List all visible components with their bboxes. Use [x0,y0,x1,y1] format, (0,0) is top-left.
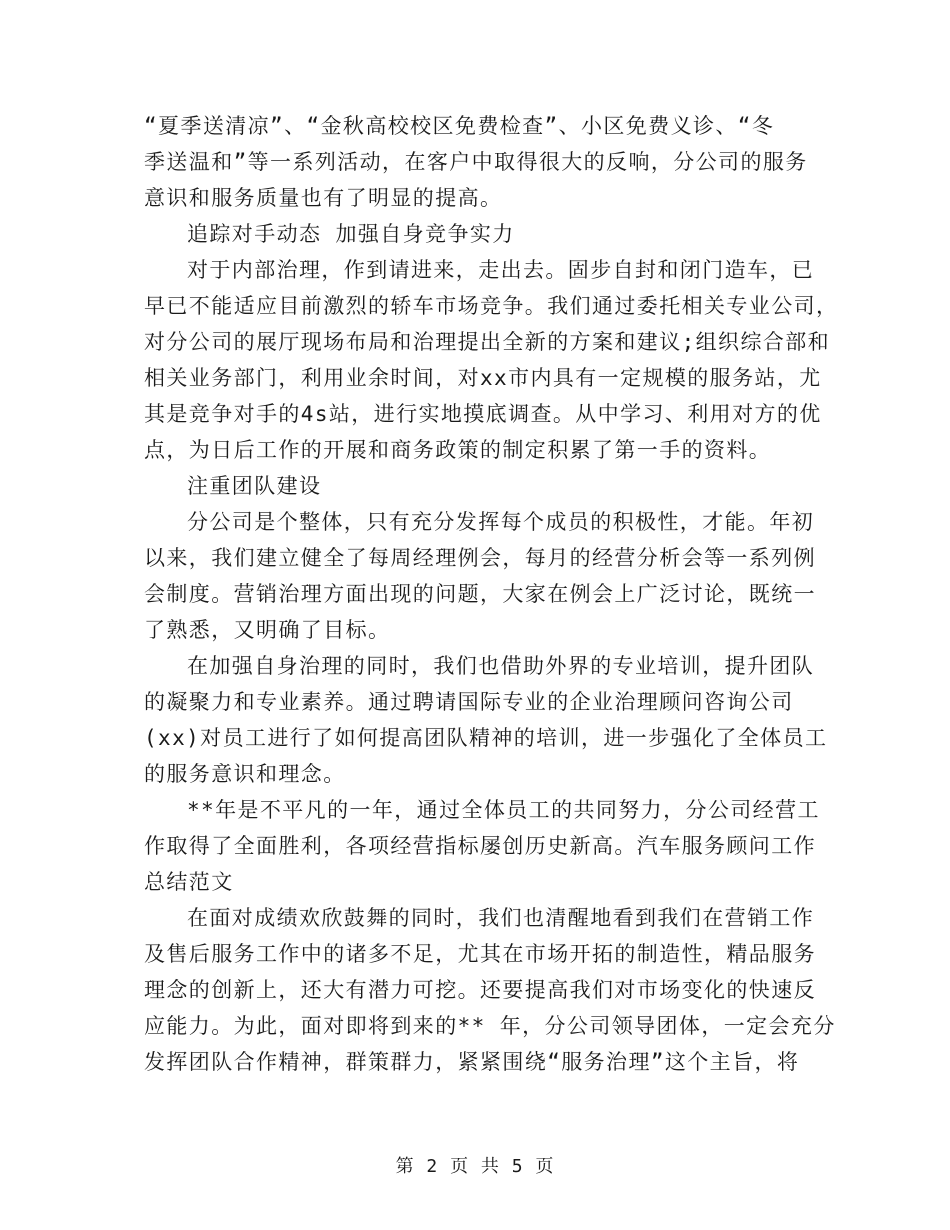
text-line: 发挥团队合作精神，群策群力，紧紧围绕“服务治理”这个主旨，将 [144,1050,800,1074]
text-line: 分公司是个整体，只有充分发挥每个成员的积极性，才能。年初 [187,510,815,534]
text-line: 意识和服务质量也有了明显的提高。 [144,186,503,210]
text-line: 在面对成绩欢欣鼓舞的同时，我们也清醒地看到我们在营销工作 [187,906,815,930]
paragraph [144,504,816,648]
paragraph [144,216,808,252]
text-line: 其是竞争对手的4s站，进行实地摸底调查。从中学习、利用对方的优 [144,402,822,426]
text-line: 及售后服务工作中的诸多不足，尤其在市场开拓的制造性，精品服务 [144,942,816,966]
text-line: 会制度。营销治理方面出现的问题，大家在例会上广泛讨论，既统一 [144,582,816,606]
text-line: 对于内部治理，作到请进来，走出去。固步自封和闭门造车，已 [187,258,815,282]
text-line: 作取得了全面胜利，各项经营指标屡创历史新高。汽车服务顾问工作 [144,834,816,858]
text-line: 以来，我们建立健全了每周经理例会，每月的经营分析会等一系列例 [144,546,816,570]
page-footer: 第 2 页 共 5 页 [395,1156,555,1177]
document-body [144,108,839,1080]
text-line: 点，为日后工作的开展和商务政策的制定积累了第一手的资料。 [144,438,772,462]
text-line: “夏季送清凉”、“金秋高校校区免费检查”、小区免费义诊、“冬 [144,114,775,138]
text-line: 了熟悉，又明确了目标。 [144,618,391,642]
paragraph [144,900,836,1080]
text-line: 的服务意识和理念。 [144,762,346,786]
paragraph [144,792,820,900]
text-line: 追踪对手动态 加强自身竞争实力 [187,222,515,246]
paragraph [144,648,828,792]
text-line: (xx)对员工进行了如何提高团队精神的培训，进一步强化了全体员工 [144,726,828,750]
paragraph [144,252,839,468]
text-line: 季送温和”等一系列活动，在客户中取得很大的反响，分公司的服务 [144,150,808,174]
text-line: 早已不能适应目前激烈的轿车市场竞争。我们通过委托相关专业公司， [144,294,839,318]
text-line: 理念的创新上，还大有潜力可挖。还要提高我们对市场变化的快速反 [144,978,816,1002]
text-line: 总结范文 [144,870,234,894]
text-line: 在加强自身治理的同时，我们也借助外界的专业培训，提升团队 [187,654,815,678]
paragraph [144,468,808,504]
text-line: **年是不平凡的一年，通过全体员工的共同努力，分公司经营工 [187,798,820,822]
text-line: 应能力。为此，面对即将到来的** 年，分公司领导团体，一定会充分 [144,1014,836,1038]
text-line: 相关业务部门，利用业余时间，对xx市内具有一定规模的服务站，尤 [144,366,822,390]
text-line: 对分公司的展厅现场布局和治理提出全新的方案和建议;组织综合部和 [144,330,831,354]
text-line: 注重团队建设 [187,474,322,498]
text-line: 的凝聚力和专业素养。通过聘请国际专业的企业治理顾问咨询公司 [144,690,794,714]
paragraph [144,108,808,216]
